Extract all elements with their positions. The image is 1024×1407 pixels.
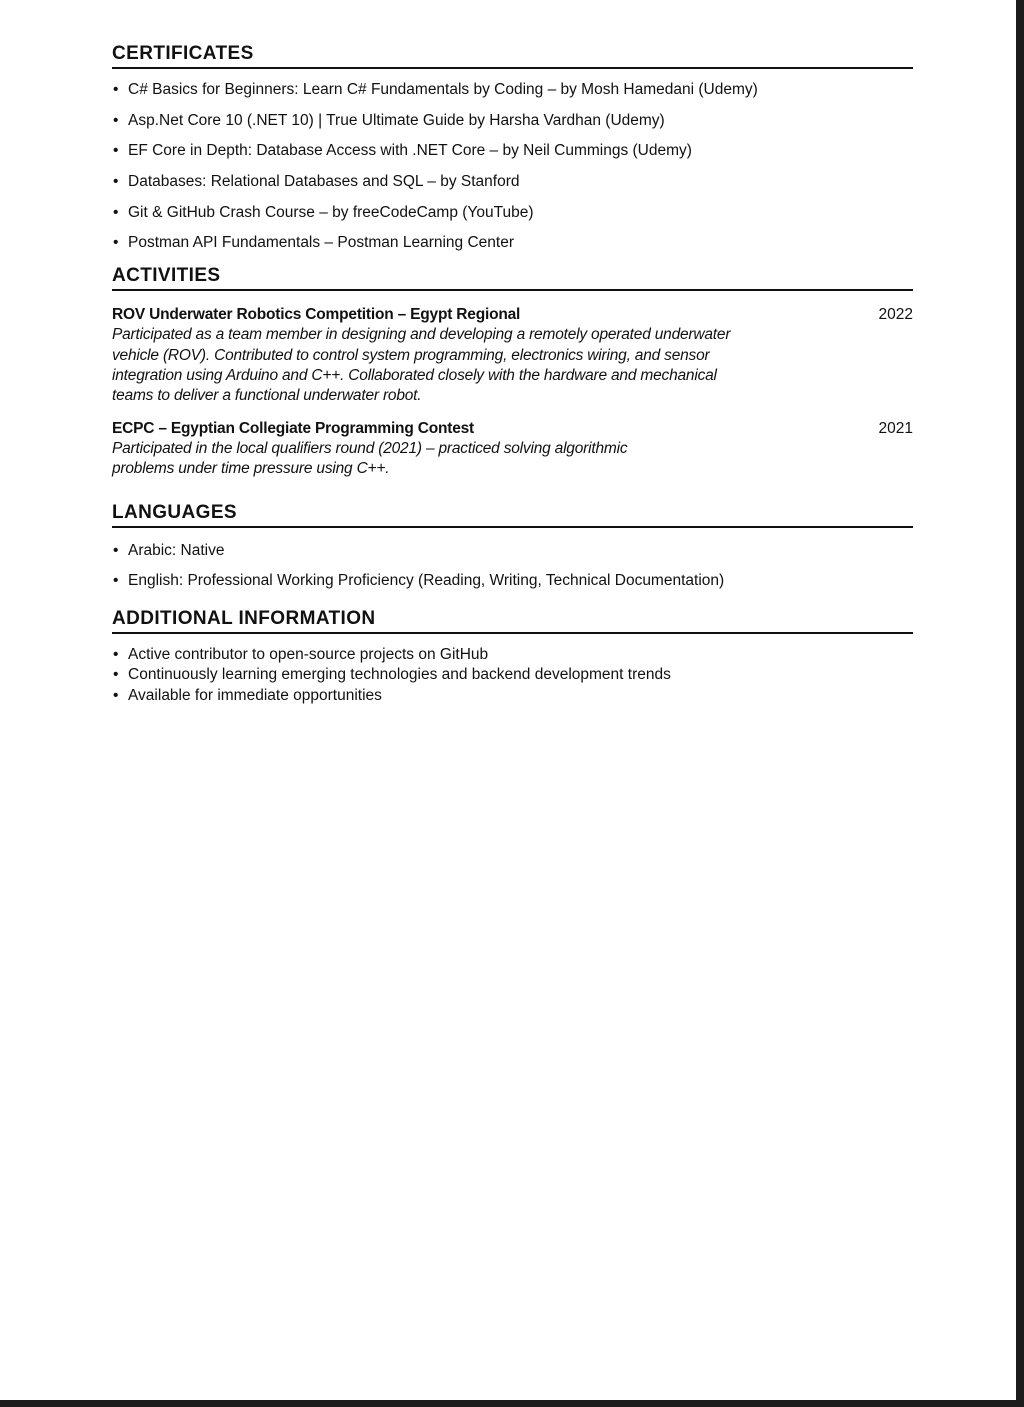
bullet-icon: • xyxy=(113,234,119,252)
certificate-text: EF Core in Depth: Database Access with .NET Core – by Neil Cummings (Udemy) xyxy=(128,142,692,160)
bullet-icon: • xyxy=(113,203,119,221)
certificate-item xyxy=(112,233,913,253)
activity-description: Participated in the local qualifiers round (2021) – practiced solving algorithmic problems under time pressure using C++. xyxy=(112,439,628,477)
additional-text: Active contributor to open-source projects on GitHub xyxy=(128,645,489,663)
certificate-text: Postman API Fundamentals – Postman Learning Center xyxy=(128,234,514,252)
bullet-icon: • xyxy=(113,666,119,684)
additional-item xyxy=(112,645,913,665)
activity-title: ECPC – Egyptian Collegiate Programming Contest xyxy=(112,419,474,437)
language-item xyxy=(112,571,913,591)
certificate-item xyxy=(112,172,913,192)
bullet-icon: • xyxy=(113,645,119,663)
bullet-icon: • xyxy=(113,686,119,704)
additional-information-section xyxy=(112,607,913,706)
languages-list xyxy=(112,541,913,591)
activities-heading: ACTIVITIES xyxy=(112,264,913,291)
activity-description: Participated as a team member in designing and developing a remotely operated underwater vehicle (ROV). Contributed to control system programming, electronics wiring, and sensor integration using Arduino and C++. Collaborated closely with the hardware and mechanical teams to deliver a functional underwater robot. xyxy=(112,326,731,405)
certificates-heading: CERTIFICATES xyxy=(112,42,913,69)
certificate-item xyxy=(112,111,913,131)
language-item xyxy=(112,541,913,561)
activities-section xyxy=(112,264,913,479)
bullet-icon: • xyxy=(113,81,119,98)
certificate-item xyxy=(112,80,913,100)
resume-content xyxy=(112,42,913,706)
language-text: English: Professional Working Proficiency (Reading, Writing, Technical Documentation) xyxy=(128,571,725,589)
language-text: Arabic: Native xyxy=(128,542,225,560)
activity-year: 2022 xyxy=(878,306,913,324)
bullet-icon: • xyxy=(113,571,119,589)
additional-text: Continuously learning emerging technologies and backend development trends xyxy=(128,666,671,684)
activity-title: ROV Underwater Robotics Competition – Egypt Regional xyxy=(112,306,521,324)
certificate-text: Databases: Relational Databases and SQL – by Stanford xyxy=(128,173,520,191)
languages-section xyxy=(112,501,913,591)
activity-year: 2021 xyxy=(878,419,913,437)
bullet-icon: • xyxy=(113,142,119,160)
certificate-item xyxy=(112,203,913,223)
bullet-icon: • xyxy=(113,542,119,560)
additional-information-heading: ADDITIONAL INFORMATION xyxy=(112,607,913,634)
certificate-item xyxy=(112,141,913,161)
activity-entry xyxy=(112,419,913,480)
additional-item xyxy=(112,686,913,706)
certificate-text: Asp.Net Core 10 (.NET 10) | True Ultimate Guide by Harsha Vardhan (Udemy) xyxy=(128,111,665,129)
bullet-icon: • xyxy=(113,173,119,191)
additional-information-list xyxy=(112,645,913,706)
activity-entry xyxy=(112,305,913,406)
additional-item xyxy=(112,665,913,685)
certificates-section xyxy=(112,42,913,253)
certificate-text: C# Basics for Beginners: Learn C# Fundamentals by Coding – by Mosh Hamedani (Udemy) xyxy=(128,81,758,98)
languages-heading: LANGUAGES xyxy=(112,501,913,528)
additional-text: Available for immediate opportunities xyxy=(128,686,382,704)
bullet-icon: • xyxy=(113,111,119,129)
certificate-text: Git & GitHub Crash Course – by freeCodeCamp (YouTube) xyxy=(128,203,534,221)
certificates-list xyxy=(112,80,913,253)
